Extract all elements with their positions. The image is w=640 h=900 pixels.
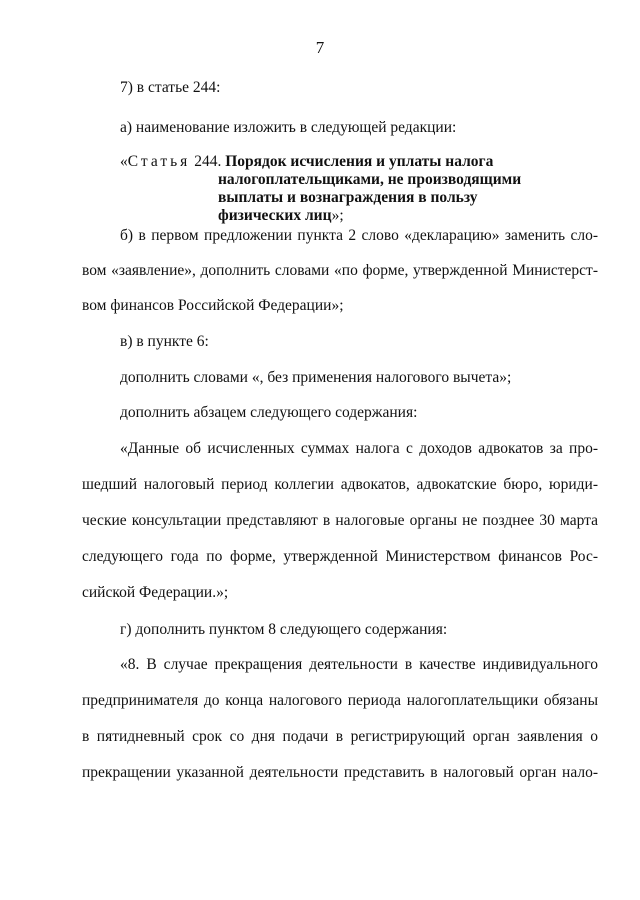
- point-8-line-4: прекращении указанной деятельности представить в налоговый орган нало-: [82, 764, 598, 781]
- article-word: Статья: [127, 153, 191, 170]
- quote-paragraph-line-3: ческие консультации представляют в налоговые органы не позднее 30 марта: [82, 512, 598, 529]
- page-number: 7: [315, 38, 325, 57]
- subitem-b-line-2: вом «заявление», дополнить словами «по форме, утвержденной Министерст-: [82, 262, 598, 279]
- article-title-bold: Порядок исчисления и уплаты налога: [225, 153, 494, 170]
- article-title-line-4: [218, 206, 344, 226]
- quote-paragraph-line-2: шедший налоговый период коллегии адвокатов, адвокатские бюро, юриди-: [82, 476, 598, 493]
- subitem-g: г) дополнить пунктом 8 следующего содержания:: [120, 621, 448, 638]
- subitem-v: в) в пункте 6:: [120, 333, 209, 350]
- subitem-v-add-words: дополнить словами «, без применения налогового вычета»;: [120, 369, 512, 386]
- article-title-line-3: выплаты и вознаграждения в пользу: [218, 189, 478, 206]
- subitem-v-add-paragraph: дополнить абзацем следующего содержания:: [120, 404, 418, 421]
- point-8-line-2: предпринимателя до конца налогового периода налогоплательщики обязаны: [82, 692, 598, 709]
- point-8-line-1: «8. В случае прекращения деятельности в качестве индивидуального: [120, 656, 598, 673]
- close-quote: »;: [331, 207, 344, 224]
- article-title-end-bold: физических лиц: [218, 207, 332, 224]
- subitem-a: а) наименование изложить в следующей редакции:: [120, 119, 457, 136]
- quote-paragraph-line-5: сийской Федерации.»;: [82, 584, 229, 601]
- quote-paragraph-line-1: «Данные об исчисленных суммах налога с доходов адвокатов за про-: [120, 440, 598, 457]
- subitem-b-line-1: б) в первом предложении пункта 2 слово «декларацию» заменить сло-: [120, 227, 598, 244]
- open-quote: «: [120, 153, 128, 170]
- subitem-b-line-3: вом финансов Российской Федерации»;: [82, 297, 344, 314]
- article-number: 244.: [190, 153, 226, 170]
- quote-paragraph-line-4: следующего года по форме, утвержденной Министерством финансов Рос-: [82, 548, 598, 565]
- article-title-line-2: налогоплательщиками, не производящими: [218, 171, 522, 188]
- point-8-line-3: в пятидневный срок со дня подачи в регистрирующий орган заявления о: [82, 728, 598, 745]
- item-7-article-244: 7) в статье 244:: [120, 79, 221, 96]
- article-title-line-1: [120, 152, 493, 172]
